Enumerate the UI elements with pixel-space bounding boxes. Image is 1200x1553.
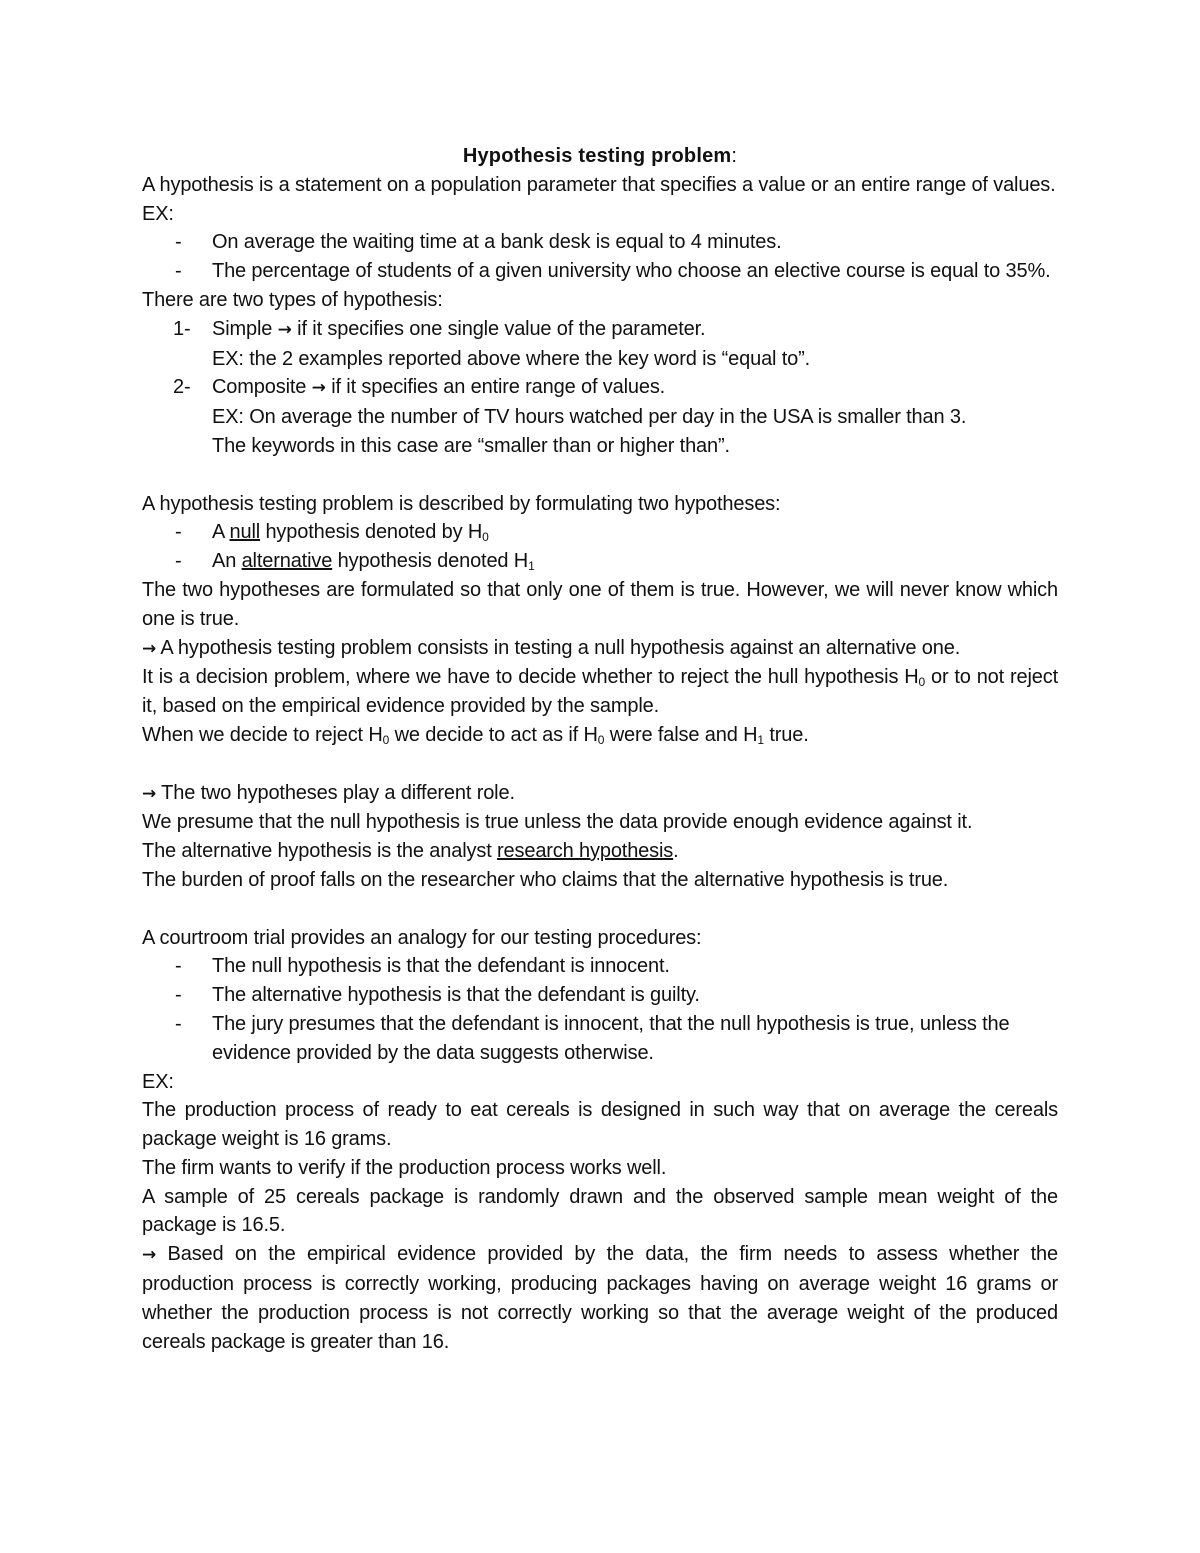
- dash-bullet: -: [175, 521, 182, 544]
- type-example: EX: On average the number of TV hours watched per day in the USA is smaller than 3.: [212, 406, 967, 429]
- courtroom-item: - The alternative hypothesis is that the defendant is guilty.: [142, 981, 1058, 1010]
- list-number: 1-: [173, 317, 191, 340]
- cereal-conclusion-paragraph: → Based on the empirical evidence provided by the data, the firm needs to assess whether the production process is correctly working, producing packages having on average weight 16 grams or whether the production process is not correctly working so that the average weight of the produced cereals package is greater than 16.: [142, 1243, 1058, 1353]
- cereal-paragraph: The production process of ready to eat cereals is designed in such way that on average the cereals package weight is 16 grams.: [142, 1099, 1058, 1151]
- right-arrow-icon: →: [142, 783, 157, 804]
- right-arrow-icon: →: [277, 319, 292, 340]
- courtroom-item: - The jury presumes that the defendant is innocent, that the null hypothesis is true, unless the evidence provided by the data suggests otherwise.: [142, 1010, 1058, 1068]
- example-item: - On average the waiting time at a bank desk is equal to 4 minutes.: [142, 228, 1058, 257]
- page-title: Hypothesis testing problem:: [462, 145, 738, 167]
- decision-paragraph: It is a decision problem, where we have to decide whether to reject the hull hypothesis $H_0$ or to not reject it, based on the empirical evidence provided by the sample.: [142, 666, 1058, 718]
- type-item-composite: 2- Composite → if it specifies an entire range of values.: [142, 373, 1058, 403]
- right-arrow-icon: →: [311, 378, 326, 399]
- right-arrow-icon: →: [142, 1245, 157, 1266]
- example-item: - The percentage of students of a given university who choose an elective course is equal to 35%.: [142, 257, 1058, 286]
- document-page: [142, 142, 1058, 1356]
- null-hypothesis-item: - A null hypothesis denoted by $H_0$: [142, 518, 1058, 547]
- type-example: EX: the 2 examples reported above where the key word is “equal to”.: [212, 347, 811, 370]
- burden-paragraph: The burden of proof falls on the researcher who claims that the alternative hypothesis is true.: [142, 868, 949, 891]
- dash-bullet: -: [175, 231, 182, 254]
- list-number: 2-: [173, 376, 191, 399]
- right-arrow-icon: →: [142, 638, 157, 659]
- dash-bullet: -: [175, 1012, 182, 1035]
- ex-label: EX:: [142, 1070, 174, 1093]
- blank-line: [142, 461, 1058, 490]
- formulation-intro: A hypothesis testing problem is described by formulating two hypotheses:: [142, 492, 781, 515]
- blank-line: [142, 895, 1058, 924]
- reject-paragraph: When we decide to reject $H_0$ we decide to act as if $H_0$ were false and $H_1$ true.: [142, 723, 809, 747]
- definition-paragraph: A hypothesis is a statement on a population parameter that specifies a value or an entire range of values.: [142, 173, 1056, 196]
- presume-paragraph: We presume that the null hypothesis is true unless the data provide enough evidence against it.: [142, 811, 973, 834]
- only-one-true-paragraph: The two hypotheses are formulated so that only one of them is true. However, we will never know which one is true.: [142, 578, 1058, 630]
- ex-label: EX:: [142, 202, 174, 225]
- dash-bullet: -: [175, 260, 182, 283]
- dash-bullet: -: [175, 550, 182, 573]
- dash-bullet: -: [175, 955, 182, 978]
- dash-bullet: -: [175, 984, 182, 1007]
- blank-line: [142, 750, 1058, 779]
- cereal-paragraph: The firm wants to verify if the production process works well.: [142, 1156, 667, 1179]
- type-example-keywords: The keywords in this case are “smaller than or higher than”.: [212, 434, 730, 457]
- courtroom-intro: A courtroom trial provides an analogy for our testing procedures:: [142, 926, 702, 949]
- research-paragraph: The alternative hypothesis is the analyst research hypothesis.: [142, 840, 679, 863]
- consists-paragraph: → A hypothesis testing problem consists in testing a null hypothesis against an alternative one.: [142, 636, 961, 659]
- alternative-hypothesis-item: - An alternative hypothesis denoted $H_1$: [142, 547, 1058, 576]
- roles-paragraph: → The two hypotheses play a different role.: [142, 781, 515, 804]
- types-intro: There are two types of hypothesis:: [142, 288, 443, 311]
- courtroom-item: - The null hypothesis is that the defendant is innocent.: [142, 952, 1058, 981]
- type-item-simple: 1- Simple → if it specifies one single value of the parameter.: [142, 315, 1058, 345]
- cereal-paragraph: A sample of 25 cereals package is randomly drawn and the observed sample mean weight of the package is 16.5.: [142, 1185, 1058, 1237]
